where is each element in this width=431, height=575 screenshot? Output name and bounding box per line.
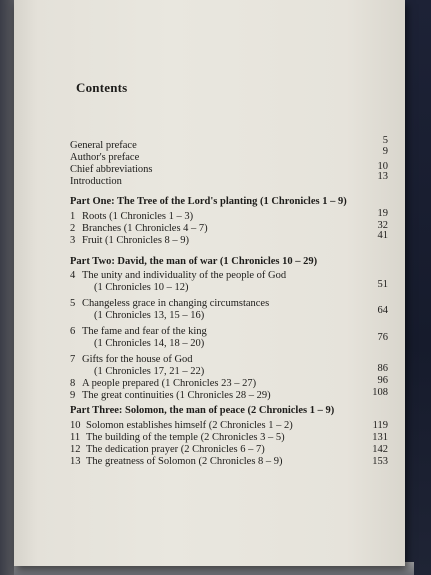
- chapter-number: 5: [70, 298, 76, 309]
- chapter-entry-continued: [70, 363, 388, 378]
- chapter-title: The unity and individuality of the people of God: [82, 270, 287, 281]
- chapter-title: Fruit (1 Chronicles 8 – 9): [82, 235, 190, 246]
- contents-title: Contents: [76, 80, 128, 95]
- toc-entry: [70, 161, 388, 176]
- chapter-entry-continued: [70, 279, 388, 298]
- part-one-section: [70, 196, 388, 247]
- chapter-entry: [70, 375, 388, 390]
- chapter-number: 12: [70, 444, 81, 455]
- chapter-reference: (1 Chronicles 14, 18 – 20): [94, 338, 205, 349]
- chapter-number: 4: [70, 270, 76, 281]
- chapter-entry: [70, 444, 388, 456]
- toc-entry-page: 13: [377, 171, 388, 182]
- chapter-title: Changeless grace in changing circumstances: [82, 298, 270, 309]
- chapter-page: 153: [372, 456, 388, 467]
- chapter-number: 10: [70, 420, 81, 431]
- chapter-title: The dedication prayer (2 Chronicles 6 – 7): [86, 444, 265, 455]
- toc-entry-page: 9: [382, 146, 388, 157]
- chapter-number: 8: [70, 378, 76, 389]
- part-two-section: [70, 256, 388, 402]
- toc-entry: [70, 146, 388, 164]
- chapter-number: 1: [70, 211, 76, 222]
- chapter-number: 13: [70, 456, 81, 467]
- chapter-number: 7: [70, 354, 76, 365]
- chapter-entry: [70, 220, 388, 235]
- chapter-page: 96: [377, 375, 388, 386]
- chapter-page: 131: [372, 432, 388, 443]
- chapter-number: 9: [70, 390, 76, 401]
- chapter-page: 86: [377, 363, 388, 374]
- chapter-reference: (1 Chronicles 10 – 12): [94, 282, 189, 293]
- chapter-page: 41: [377, 230, 388, 241]
- part-three-section: [70, 405, 388, 468]
- chapter-title: The fame and fear of the king: [82, 326, 207, 337]
- chapter-entry-continued: [70, 305, 388, 326]
- chapter-title: Gifts for the house of God: [82, 354, 193, 365]
- toc-entry: [70, 135, 388, 152]
- chapter-entry: [70, 298, 388, 310]
- part-heading: Part One: The Tree of the Lord's planting (1 Chronicles 1 – 9): [70, 196, 347, 207]
- chapter-entry: [70, 354, 388, 366]
- chapter-title: The great continuities (1 Chronicles 28 – 29): [82, 390, 271, 401]
- chapter-entry: [70, 387, 388, 402]
- chapter-number: 11: [70, 432, 81, 443]
- chapter-page: 51: [377, 279, 388, 290]
- part-heading: Part Two: David, the man of war (1 Chronicles 10 – 29): [70, 256, 318, 267]
- chapter-page: 76: [377, 332, 388, 343]
- chapter-title: Branches (1 Chronicles 4 – 7): [82, 223, 208, 234]
- book-page: [14, 0, 405, 566]
- chapter-title: The greatness of Solomon (2 Chronicles 8 – 9): [86, 456, 283, 467]
- chapter-entry-continued: [70, 332, 388, 354]
- chapter-entry: [70, 326, 388, 338]
- chapter-title: Solomon establishes himself (2 Chronicles 1 – 2): [86, 420, 293, 431]
- toc-entry-label: Chief abbreviations: [70, 164, 153, 175]
- chapter-entry: [70, 230, 388, 247]
- front-matter-list: [70, 135, 388, 188]
- chapter-page: 19: [377, 208, 388, 219]
- chapter-number: 2: [70, 223, 76, 234]
- toc-entry-page: 5: [382, 135, 388, 146]
- chapter-entry: [70, 456, 388, 468]
- chapter-title: The building of the temple (2 Chronicles 3 – 5): [86, 432, 285, 443]
- chapter-page: 119: [372, 420, 388, 431]
- chapter-title: A people prepared (1 Chronicles 23 – 27): [82, 378, 257, 389]
- chapter-number: 3: [70, 235, 76, 246]
- chapter-page: 32: [377, 220, 388, 231]
- toc-entry: [70, 171, 388, 188]
- chapter-page: 108: [372, 387, 388, 398]
- chapter-page: 142: [372, 444, 388, 455]
- toc-entry-page: 10: [377, 161, 388, 172]
- chapter-page: 64: [377, 305, 388, 316]
- toc-entry-label: Author's preface: [70, 152, 140, 163]
- chapter-number: 6: [70, 326, 76, 337]
- chapter-reference: (1 Chronicles 17, 21 – 22): [94, 366, 205, 377]
- toc-entry-label: Introduction: [70, 176, 122, 187]
- part-heading: Part Three: Solomon, the man of peace (2 Chronicles 1 – 9): [70, 405, 335, 416]
- chapter-title: Roots (1 Chronicles 1 – 3): [82, 211, 194, 222]
- chapter-entry: [70, 432, 388, 444]
- chapter-entry: [70, 420, 388, 432]
- toc-entry-label: General preface: [70, 140, 137, 151]
- chapter-entry: [70, 208, 388, 223]
- chapter-reference: (1 Chronicles 13, 15 – 16): [94, 310, 205, 321]
- chapter-entry: [70, 270, 388, 282]
